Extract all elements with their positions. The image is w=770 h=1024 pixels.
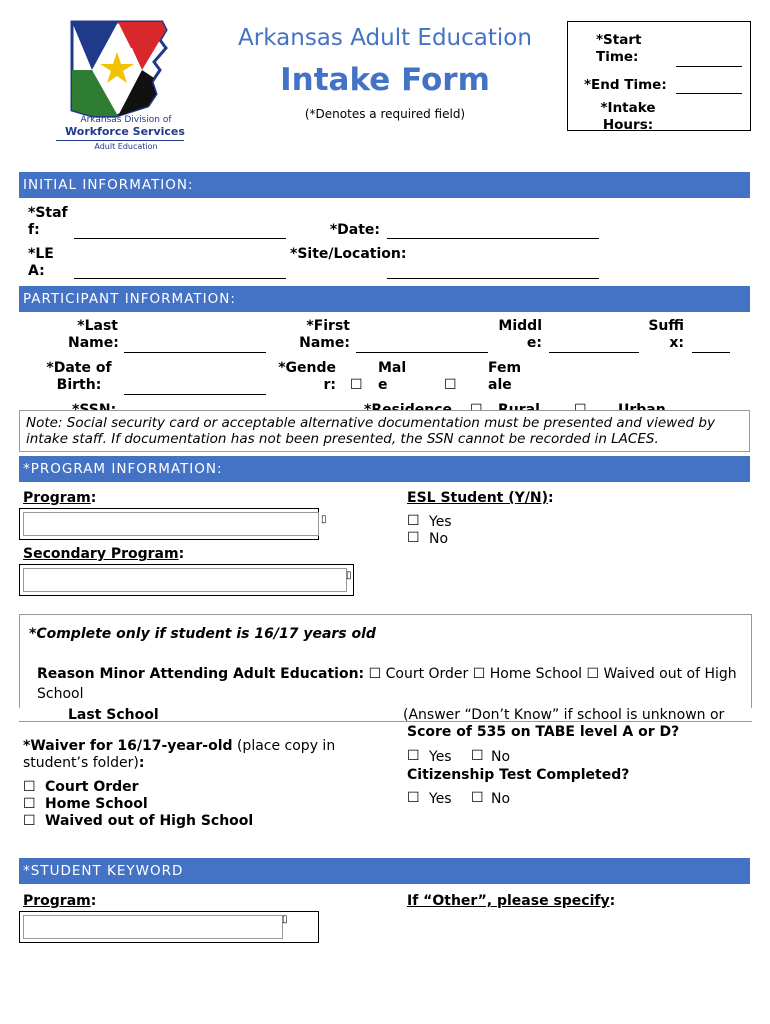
dob-label: *Date of Birth: <box>46 360 112 393</box>
date-field[interactable] <box>387 238 599 239</box>
female-checkbox-icon[interactable]: ☐ <box>444 377 457 393</box>
intake-hours-label: *Intake Hours: <box>600 100 656 133</box>
program-information-bar: *PROGRAM INFORMATION: <box>19 456 750 482</box>
esl-no-label: No <box>429 531 449 547</box>
logo-org-line1: Arkansas Division of <box>80 115 172 125</box>
reason-waived-checkbox-icon[interactable]: ☐ <box>586 666 600 682</box>
logo-org-line2: Workforce Services <box>65 125 185 138</box>
suffix-field[interactable] <box>692 352 730 353</box>
reason-home-school-checkbox-icon[interactable]: ☐ <box>472 666 486 682</box>
waiver-waived-checkbox-icon[interactable]: ☐ <box>23 813 36 829</box>
program-dropdown[interactable] <box>19 508 327 540</box>
gender-label: *Gender: <box>278 360 336 393</box>
dropdown-arrow-icon: ▯ <box>282 914 288 925</box>
last-name-label: *Last Name: <box>68 318 119 351</box>
dropdown-arrow-icon: ▯ <box>321 514 327 525</box>
secondary-program-label: Secondary Program: <box>23 546 185 562</box>
male-label: Male <box>378 360 407 393</box>
time-box <box>567 21 751 131</box>
esl-no-checkbox-icon[interactable]: ☐ <box>407 530 420 546</box>
ssn-note-box <box>19 410 750 452</box>
tabe-no-label: No <box>491 749 511 765</box>
middle-field[interactable] <box>549 352 639 353</box>
citizen-yes-checkbox-icon[interactable]: ☐ <box>407 790 420 806</box>
reason-minor-row <box>37 664 737 704</box>
first-name-label: *First Name: <box>299 318 350 351</box>
keyword-program-dropdown[interactable] <box>19 911 319 943</box>
staff-field[interactable] <box>74 238 286 239</box>
ssn-note-text: Note: Social security card or acceptable alternative documentation must be presented and viewed by intake staff. If documentation has not been presented, the SSN cannot be recorded in LACES. <box>26 415 715 447</box>
tabe-yes-checkbox-icon[interactable]: ☐ <box>407 748 420 764</box>
waiver-home-school-checkbox-icon[interactable]: ☐ <box>23 796 36 812</box>
staff-label: *Staff: <box>28 205 68 238</box>
org-title: Arkansas Adult Education <box>238 25 532 51</box>
waiver-home-school-label: Home School <box>45 796 148 812</box>
last-name-field[interactable] <box>124 352 266 353</box>
logo <box>44 18 194 153</box>
start-time-label: *Start Time: <box>596 32 642 65</box>
waiver-label: *Waiver for 16/17-year-old (place copy in student’s folder): <box>23 738 336 771</box>
other-specify-label: If “Other”, please specify: <box>407 893 616 909</box>
citizenship-question: Citizenship Test Completed? <box>407 767 630 783</box>
middle-label: Middle: <box>498 318 542 351</box>
suffix-label: Suffix: <box>648 318 684 351</box>
minor-heading: *Complete only if student is 16/17 years old <box>29 626 376 642</box>
dob-field[interactable] <box>124 394 266 395</box>
reason-minor-label: Reason Minor Attending Adult Education: <box>37 666 365 682</box>
date-label: *Date: <box>329 222 380 238</box>
tabe-no-checkbox-icon[interactable]: ☐ <box>471 748 484 764</box>
citizen-yes-label: Yes <box>429 791 452 807</box>
arkansas-map-logo-icon <box>44 18 194 128</box>
participant-information-bar: PARTICIPANT INFORMATION: <box>19 286 750 312</box>
last-school-label: Last School <box>68 707 159 723</box>
waiver-court-order-label: Court Order <box>45 779 139 795</box>
program-label: Program: <box>23 490 97 506</box>
keyword-program-label: Program: <box>23 893 97 909</box>
esl-yes-checkbox-icon[interactable]: ☐ <box>407 513 420 529</box>
end-time-label: *End Time: <box>584 77 667 93</box>
citizen-no-checkbox-icon[interactable]: ☐ <box>471 790 484 806</box>
esl-student-label: ESL Student (Y/N): <box>407 490 554 506</box>
required-note: (*Denotes a required field) <box>304 107 466 121</box>
tabe-question: Score of 535 on TABE level A or D? <box>407 724 680 740</box>
lea-label: *LEA: <box>28 246 54 279</box>
tabe-yes-label: Yes <box>429 749 452 765</box>
dropdown-arrow-icon: ▯ <box>346 570 352 581</box>
site-location-field[interactable] <box>387 278 599 279</box>
lea-field[interactable] <box>74 278 286 279</box>
male-checkbox-icon[interactable]: ☐ <box>350 377 363 393</box>
waiver-court-order-checkbox-icon[interactable]: ☐ <box>23 779 36 795</box>
start-time-field[interactable] <box>676 66 742 67</box>
citizen-no-label: No <box>491 791 511 807</box>
last-school-underline <box>19 721 752 722</box>
reason-waived-label: Waived out of High School <box>37 666 737 702</box>
reason-court-order-label: Court Order <box>385 666 469 682</box>
reason-home-school-label: Home School <box>489 666 583 682</box>
initial-information-bar: INITIAL INFORMATION: <box>19 172 750 198</box>
female-label: Female <box>488 360 522 393</box>
student-keyword-bar: *STUDENT KEYWORD <box>19 858 750 884</box>
secondary-program-dropdown[interactable] <box>19 564 354 596</box>
answer-note: (Answer “Don’t Know” if school is unknown or <box>403 707 725 723</box>
site-location-label: *Site/Location: <box>290 246 407 262</box>
esl-yes-label: Yes <box>429 514 452 530</box>
logo-divider <box>56 140 184 141</box>
end-time-field[interactable] <box>676 93 742 94</box>
reason-court-order-checkbox-icon[interactable]: ☐ <box>368 666 382 682</box>
waiver-waived-label: Waived out of High School <box>45 813 254 829</box>
first-name-field[interactable] <box>356 352 488 353</box>
form-title: Intake Form <box>280 62 490 98</box>
logo-org-line3: Adult Education <box>94 142 158 151</box>
